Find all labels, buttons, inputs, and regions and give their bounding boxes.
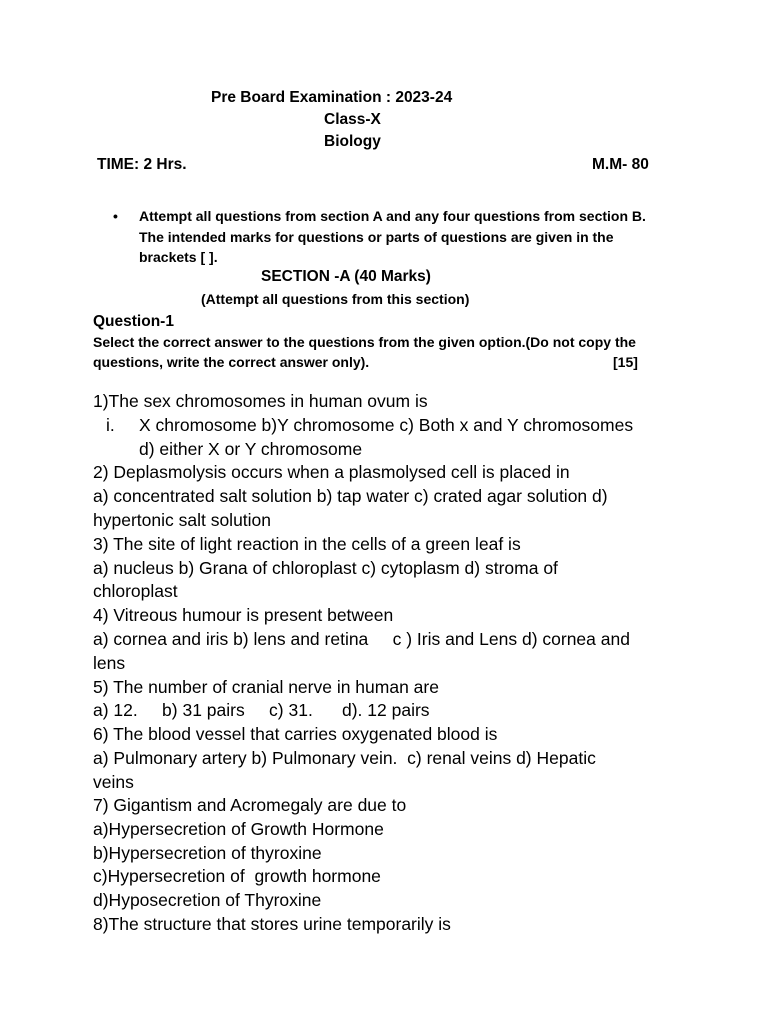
question-marks: [15]: [613, 354, 638, 370]
option-line: a)Hypersecretion of Growth Hormone: [93, 819, 384, 839]
question-instruction: Select the correct answer to the questions from the given option.(Do not copy the: [93, 334, 636, 350]
option-line: a) Pulmonary artery b) Pulmonary vein. c) renal veins d) Hepatic: [93, 748, 596, 768]
option-line: veins: [93, 772, 134, 792]
section-subtitle: (Attempt all questions from this section): [201, 291, 470, 307]
question-item: 2) Deplasmolysis occurs when a plasmolysed cell is placed in: [93, 462, 570, 482]
question-item: 7) Gigantism and Acromegaly are due to: [93, 795, 407, 815]
option-line: d)Hyposecretion of Thyroxine: [93, 890, 322, 910]
option-line: a) 12. b) 31 pairs c) 31. d). 12 pairs: [93, 700, 430, 720]
option-line: b)Hypersecretion of thyroxine: [93, 843, 322, 863]
option-line: a) nucleus b) Grana of chloroplast c) cytoplasm d) stroma of: [93, 558, 558, 578]
max-marks-label: M.M- 80: [592, 156, 649, 173]
instruction-line: brackets [ ].: [139, 249, 218, 265]
option-line: X chromosome b)Y chromosome c) Both x and Y chromosomes: [139, 415, 634, 435]
section-title: SECTION -A (40 Marks): [261, 268, 431, 285]
question-item: 1)The sex chromosomes in human ovum is: [93, 391, 428, 411]
class-label: Class-X: [324, 111, 381, 128]
question-item: 3) The site of light reaction in the cells of a green leaf is: [93, 534, 521, 554]
option-line: d) either X or Y chromosome: [139, 439, 363, 459]
question-item: 5) The number of cranial nerve in human are: [93, 677, 439, 697]
question-instruction: questions, write the correct answer only).: [93, 354, 370, 370]
question-item: 4) Vitreous humour is present between: [93, 605, 394, 625]
roman-numeral: i.: [106, 415, 115, 435]
question-item: 6) The blood vessel that carries oxygenated blood is: [93, 724, 498, 744]
instruction-line: Attempt all questions from section A and any four questions from section B.: [139, 208, 646, 224]
time-label: TIME: 2 Hrs.: [97, 156, 187, 173]
option-line: c)Hypersecretion of growth hormone: [93, 866, 381, 886]
option-line: a) cornea and iris b) lens and retina c ) Iris and Lens d) cornea and: [93, 629, 630, 649]
exam-title: Pre Board Examination : 2023-24: [211, 89, 453, 106]
subject-title: Biology: [324, 133, 381, 150]
bullet-icon: •: [113, 208, 118, 224]
option-line: chloroplast: [93, 581, 178, 601]
option-line: hypertonic salt solution: [93, 510, 272, 530]
option-line: lens: [93, 653, 126, 673]
question-label: Question-1: [93, 313, 174, 330]
option-line: a) concentrated salt solution b) tap water c) crated agar solution d): [93, 486, 608, 506]
instruction-line: The intended marks for questions or parts of questions are given in the: [139, 229, 614, 245]
question-item: 8)The structure that stores urine temporarily is: [93, 914, 451, 934]
